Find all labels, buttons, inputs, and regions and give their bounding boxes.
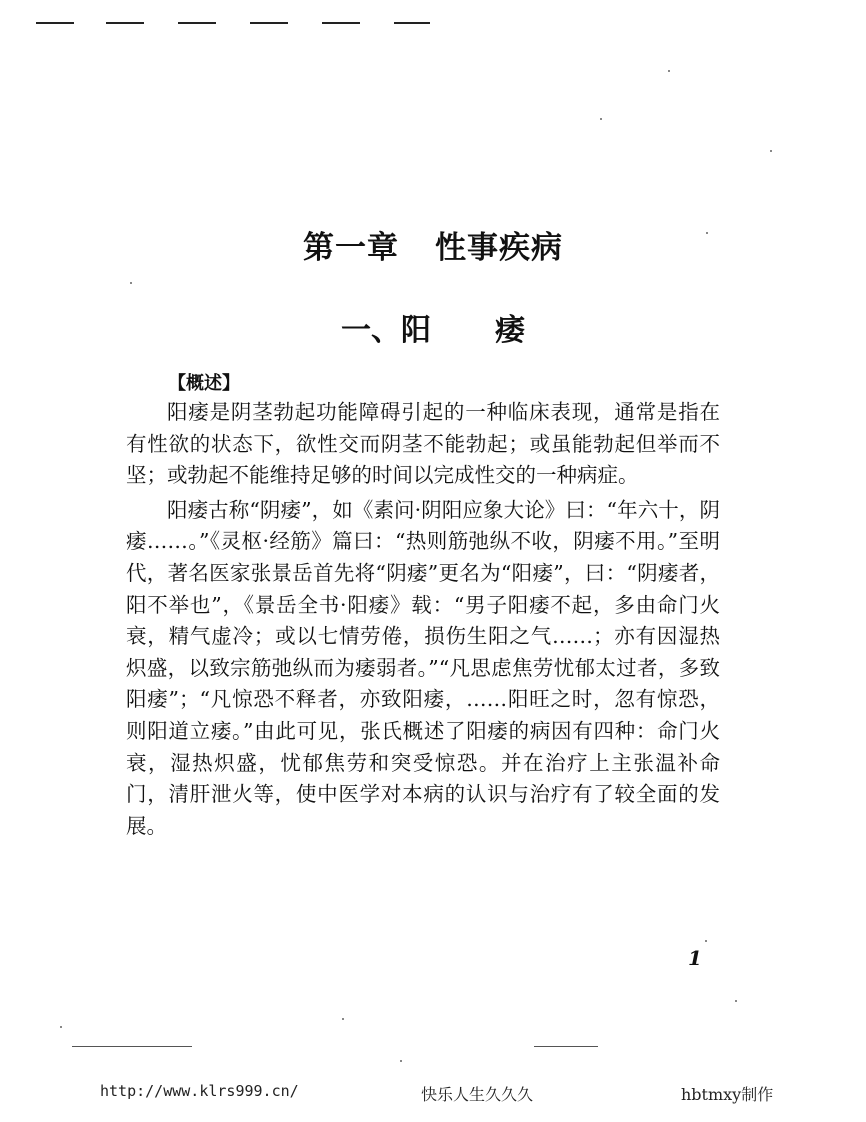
chapter-title [0,222,866,267]
paragraph-definition: 阳痿是阴茎勃起功能障碍引起的一种临床表现，通常是指在有性欲的状态下，欲性交而阴茎不能勃起；或虽能勃起但举而不坚；或勃起不能维持足够的时间以完成性交的一种病症。 [126,400,720,488]
scan-speck [342,1018,344,1020]
overview-label: 【概述】 [168,373,240,394]
page-number: 1 [688,946,702,970]
chapter-number: 第一章 [303,230,399,266]
chapter-name: 性事疾病 [435,230,563,266]
scan-speck [600,118,602,120]
scan-speck [668,70,670,72]
bottom-rule-right [534,1046,598,1047]
top-dash-rule [36,22,436,26]
section-title [0,305,866,349]
section-title-second: 痿 [495,313,525,348]
scan-speck [735,1000,737,1002]
bottom-rule-left [72,1046,192,1047]
scan-speck [60,1026,62,1028]
footer-credit: hbtmxy制作 [681,1085,774,1104]
scan-speck [706,232,708,234]
scan-speck [705,940,707,942]
scan-speck [130,282,132,284]
footer-center-text: 快乐人生久久久 [421,1085,534,1104]
scan-speck [770,150,772,152]
scan-speck [400,1060,402,1062]
footer-url-link[interactable]: http://www.klrs999.cn/ [100,1082,299,1100]
body-text [126,397,720,842]
section-title-first: 一、阳 [341,313,431,348]
paragraph-history: 阳痿古称“阴痿”，如《素问·阴阳应象大论》曰：“年六十，阴痿……。”《灵枢·经筋》篇曰：“热则筋弛纵不收，阴痿不用。”至明代，著名医家张景岳首先将“阴痿”更名为“阳痿”，曰：“阴痿者，阳不举也”，《景岳全书·阳痿》载：“男子阳痿不起，多由命门火衰，精气虚冷；或以七情劳倦，损伤生阳之气……；亦有因湿热炽盛，以致宗筋弛纵而为痿弱者。”“凡思虑焦劳忧郁太过者，多致阳痿”；“凡惊恐不释者，亦致阳痿，……阳旺之时，忽有惊恐，则阳道立痿。”由此可见，张氏概述了阳痿的病因有四种：命门火衰，湿热炽盛，忧郁焦劳和突受惊恐。并在治疗上主张温补命门，清肝泄火等，使中医学对本病的认识与治疗有了较全面的发展。 [126,497,720,838]
